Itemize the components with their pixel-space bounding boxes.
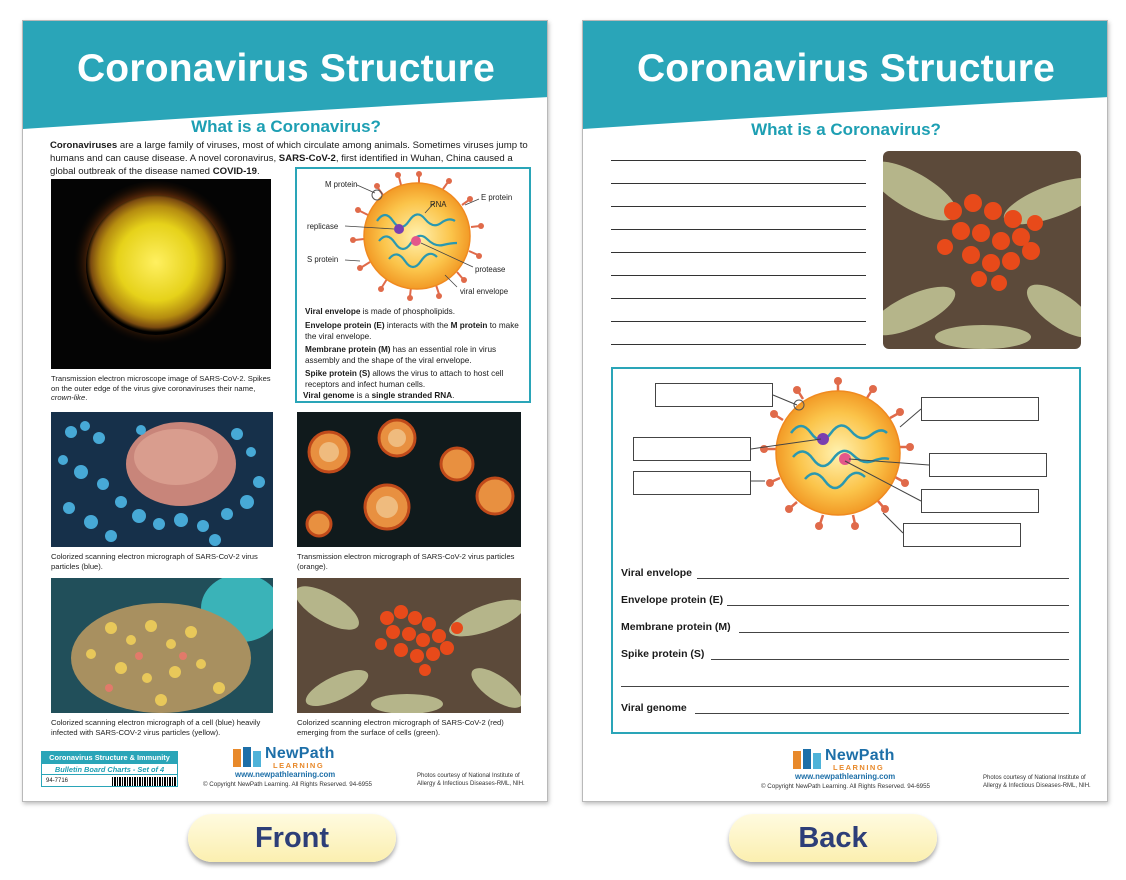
front-label: Front [188, 814, 396, 862]
poster-subtitle: What is a Coronavirus? [191, 117, 381, 136]
answer-line[interactable] [711, 659, 1069, 660]
desc-envelope-protein: Envelope protein (E) interacts with the M protein to make the viral envelope. [305, 321, 519, 341]
fill-row-envelope-protein: Envelope protein (E) [621, 594, 1073, 608]
writing-line[interactable] [611, 229, 866, 230]
red-virus-photo [883, 151, 1081, 349]
poster-title: Coronavirus Structure [636, 47, 1056, 90]
infected-cell-photo [51, 578, 273, 713]
label-box-s-protein[interactable] [633, 471, 751, 495]
rna-label: RNA [430, 200, 447, 209]
desc-viral-genome: Viral genome is a single stranded RNA. [303, 391, 455, 400]
tem-virus-photo [51, 179, 271, 369]
newpath-logo-icon [233, 747, 261, 769]
writing-line[interactable] [611, 344, 866, 345]
blue-particles-caption: Colorized scanning electron micrograph of SARS-CoV-2 virus particles (blue). [51, 552, 258, 571]
fill-row-viral-genome: Viral genome [621, 702, 1073, 716]
website-link[interactable]: www.newpathlearning.com [795, 772, 896, 781]
newpath-logo [233, 745, 373, 771]
writing-line[interactable] [611, 206, 866, 207]
poster-title: Coronavirus Structure [76, 47, 496, 90]
logo-subname: LEARNING [273, 761, 325, 770]
desc-membrane-protein: Membrane protein (M) has an essential role in virus assembly and the shape of the viral envelope. [305, 345, 497, 365]
badge-title: Coronavirus Structure & Immunity [42, 752, 177, 764]
label-box-m-protein[interactable] [655, 383, 773, 407]
newpath-logo [793, 747, 933, 773]
poster-subtitle: What is a Coronavirus? [751, 120, 941, 139]
back-poster [582, 20, 1108, 802]
fill-row-spike-protein: Spike protein (S) [621, 648, 1073, 662]
s-protein-label: S protein [307, 255, 339, 264]
label-box-replicase[interactable] [633, 437, 751, 461]
intro-paragraph: Coronaviruses are a large family of viruses, most of which circulate among animals. Sometimes viruses jump to humans and can cause disease. A novel coronavirus, SARS-CoV-2, first identified in Wuhan, China caused a global outbreak of the disease named COVID-19. [50, 140, 528, 177]
blue-particles-photo [51, 412, 273, 547]
red-virus-photo [297, 578, 521, 713]
label-box-viral-envelope[interactable] [903, 523, 1021, 547]
copyright-text: © Copyright NewPath Learning. All Rights Reserved. 94-6955 [203, 781, 372, 788]
writing-line[interactable] [611, 298, 866, 299]
fill-row-blank [621, 675, 1073, 689]
front-poster [22, 20, 548, 802]
answer-line[interactable] [695, 713, 1069, 714]
copyright-text: © Copyright NewPath Learning. All Rights Reserved. 94-6955 [761, 783, 930, 790]
logo-subname: LEARNING [833, 763, 885, 772]
labeling-activity-box [611, 367, 1081, 734]
answer-line[interactable] [727, 605, 1069, 606]
label-box-protease[interactable] [921, 489, 1039, 513]
website-link[interactable]: www.newpathlearning.com [235, 770, 336, 779]
e-protein-label: E protein [481, 193, 513, 202]
writing-line[interactable] [611, 252, 866, 253]
label-box-e-protein[interactable] [921, 397, 1039, 421]
logo-name: NewPath [825, 747, 895, 764]
tem-virus-caption: Transmission electron microscope image of SARS-CoV-2. Spikes on the outer edge of the virus give coronaviruses their name, crown-like. [51, 374, 271, 402]
logo-name: NewPath [265, 745, 335, 762]
badge-series: Bulletin Board Charts - Set of 4 [42, 764, 177, 775]
replicase-label: replicase [307, 222, 339, 231]
writing-line[interactable] [611, 275, 866, 276]
product-badge [41, 751, 178, 787]
answer-line[interactable] [621, 686, 1069, 687]
answer-line[interactable] [697, 578, 1069, 579]
writing-line[interactable] [611, 160, 866, 161]
photo-credits: Photos courtesy of National Institute of Allergy & Infectious Diseases-RML, NIH. [417, 773, 525, 787]
orange-particles-photo [297, 412, 521, 547]
back-label: Back [729, 814, 937, 862]
m-protein-label: M protein [325, 180, 358, 189]
orange-particles-caption: Transmission electron micrograph of SARS-CoV-2 virus particles (orange). [297, 552, 515, 571]
writing-line[interactable] [611, 321, 866, 322]
newpath-logo-icon [793, 749, 821, 771]
label-box-rna[interactable] [929, 453, 1047, 477]
photo-credits: Photos courtesy of National Institute of Allergy & Infectious Diseases-RML, NIH. [983, 775, 1091, 789]
desc-spike-protein: Spike protein (S) allows the virus to attach to host cell receptors and infect human cells. [305, 369, 504, 389]
badge-code: 94-7716 [46, 778, 69, 784]
fill-row-membrane-protein: Membrane protein (M) [621, 621, 1073, 635]
infected-cell-caption: Colorized scanning electron micrograph of a cell (blue) heavily infected with SARS-COV-2 virus particles (yellow). [51, 718, 261, 737]
virus-diagram-box [295, 167, 531, 403]
viral-envelope-label: viral envelope [460, 287, 509, 296]
red-virus-caption: Colorized scanning electron micrograph of SARS-CoV-2 (red) emerging from the surface of cells (green). [297, 718, 504, 737]
answer-line[interactable] [739, 632, 1069, 633]
desc-viral-envelope: Viral envelope is made of phospholipids. [305, 307, 456, 316]
protease-label: protease [475, 265, 506, 274]
barcode [112, 777, 176, 786]
fill-row-viral-envelope: Viral envelope [621, 567, 1073, 581]
writing-line[interactable] [611, 183, 866, 184]
